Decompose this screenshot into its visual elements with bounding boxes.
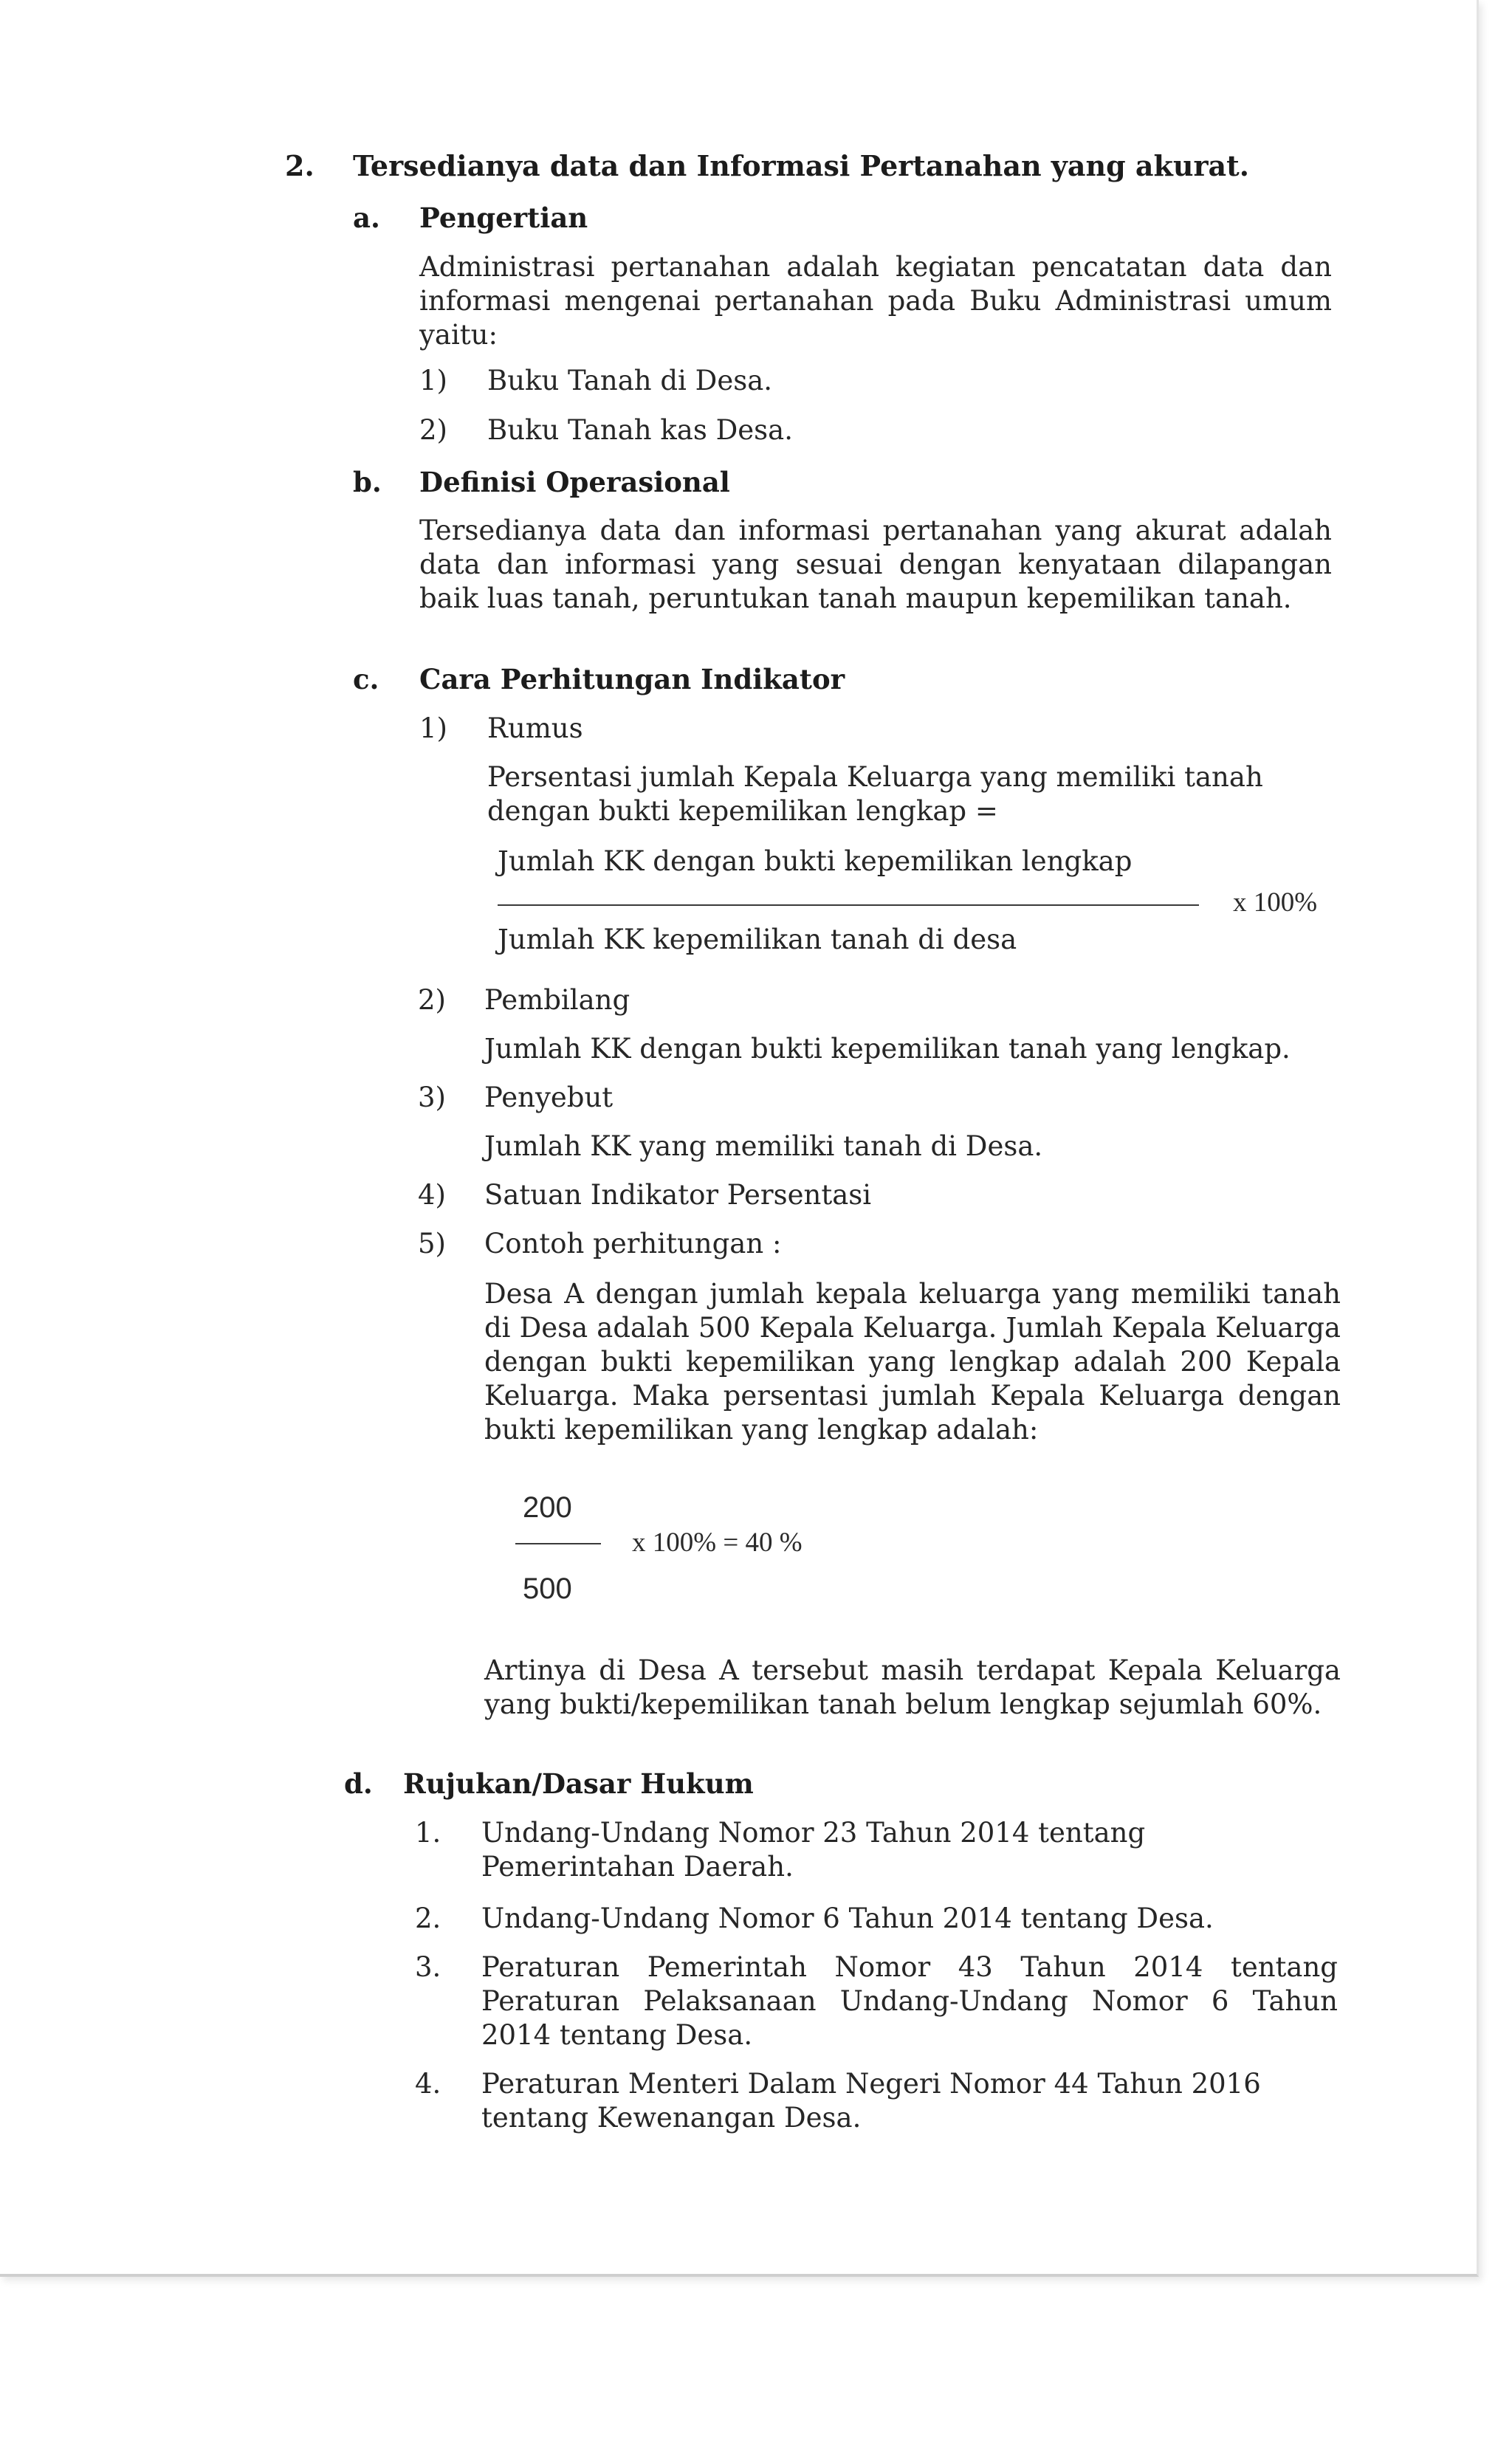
pengertian-item-1-number: 1) xyxy=(419,365,447,396)
contoh-conclusion: Artinya di Desa A tersebut masih terdapat Kepala Keluarga yang bukti/kepemilikan tanah belum lengkap sejumlah 60%. xyxy=(484,1654,1341,1720)
rujukan-item-1-number: 1. xyxy=(415,1817,441,1849)
section-number: 2. xyxy=(285,149,315,182)
pembilang-label: Pembilang xyxy=(484,984,630,1016)
rumus-label: Rumus xyxy=(487,712,583,744)
subsection-b-title: Definisi Operasional xyxy=(419,466,730,498)
formula-multiplier: x 100% xyxy=(1233,887,1318,918)
formula-denominator: Jumlah KK kepemilikan tanah di desa xyxy=(498,924,1017,955)
subsection-c-title: Cara Perhitungan Indikator xyxy=(419,663,845,695)
contoh-numerator: 200 xyxy=(523,1491,572,1524)
contoh-denominator: 500 xyxy=(523,1573,572,1605)
penyebut-label: Penyebut xyxy=(484,1082,614,1113)
contoh-result: x 100% = 40 % xyxy=(632,1527,803,1558)
satuan-number: 4) xyxy=(418,1179,446,1211)
rujukan-item-2-text: Undang-Undang Nomor 6 Tahun 2014 tentang Desa. xyxy=(481,1903,1214,1934)
contoh-fraction-line xyxy=(515,1543,601,1544)
contoh-paragraph: Desa A dengan jumlah kepala keluarga yang memiliki tanah di Desa adalah 500 Kepala Keluarga. Jumlah Kepala Keluarga dengan bukti kepemilikan yang lengkap adalah 200 Kepala Keluarga. Maka persentasi jumlah Kepala Keluarga dengan bukti kepemilikan yang lengkap adalah: xyxy=(484,1278,1341,1446)
rumus-description: Persentasi jumlah Kepala Keluarga yang memiliki tanah dengan bukti kepemilikan lengkap = xyxy=(487,761,1263,827)
section-title: Tersedianya data dan Informasi Pertanahan yang akurat. xyxy=(353,149,1249,182)
subsection-c-marker: c. xyxy=(353,663,379,695)
penyebut-text: Jumlah KK yang memiliki tanah di Desa. xyxy=(484,1130,1043,1162)
fraction-line xyxy=(498,904,1199,906)
rujukan-item-4-number: 4. xyxy=(415,2068,441,2100)
pembilang-number: 2) xyxy=(418,984,446,1016)
pengertian-paragraph: Administrasi pertanahan adalah kegiatan pencatatan data dan informasi mengenai pertanahan pada Buku Administrasi umum yaitu: xyxy=(419,251,1332,351)
subsection-a-title: Pengertian xyxy=(419,202,588,234)
pengertian-item-2-number: 2) xyxy=(419,414,447,446)
subsection-d-title: Rujukan/Dasar Hukum xyxy=(403,1767,754,1800)
pembilang-text: Jumlah KK dengan bukti kepemilikan tanah yang lengkap. xyxy=(484,1033,1291,1065)
rujukan-item-2-number: 2. xyxy=(415,1903,441,1934)
pengertian-item-2-text: Buku Tanah kas Desa. xyxy=(487,414,793,446)
subsection-b-marker: b. xyxy=(353,466,382,498)
rujukan-item-4-text: Peraturan Menteri Dalam Negeri Nomor 44 Tahun 2016 tentang Kewenangan Desa. xyxy=(481,2068,1261,2134)
penyebut-number: 3) xyxy=(418,1082,446,1113)
rujukan-item-3-number: 3. xyxy=(415,1951,441,1983)
rujukan-item-1-text: Undang-Undang Nomor 23 Tahun 2014 tentang Pemerintahan Daerah. xyxy=(481,1817,1146,1883)
formula-numerator: Jumlah KK dengan bukti kepemilikan lengkap xyxy=(498,845,1133,877)
definisi-paragraph: Tersedianya data dan informasi pertanahan yang akurat adalah data dan informasi yang sesuai dengan kenyataan dilapangan baik luas tanah, peruntukan tanah maupun kepemilikan tanah. xyxy=(419,515,1332,614)
contoh-label: Contoh perhitungan : xyxy=(484,1228,782,1259)
rumus-number: 1) xyxy=(419,712,447,744)
satuan-label: Satuan Indikator Persentasi xyxy=(484,1179,872,1211)
subsection-a-marker: a. xyxy=(353,202,380,234)
rujukan-item-3-text: Peraturan Pemerintah Nomor 43 Tahun 2014 tentang Peraturan Pelaksanaan Undang-Undang Nomor 6 Tahun 2014 tentang Desa. xyxy=(481,1951,1338,2051)
pengertian-item-1-text: Buku Tanah di Desa. xyxy=(487,365,773,396)
subsection-d-marker: d. xyxy=(344,1767,373,1800)
contoh-number: 5) xyxy=(418,1228,446,1259)
